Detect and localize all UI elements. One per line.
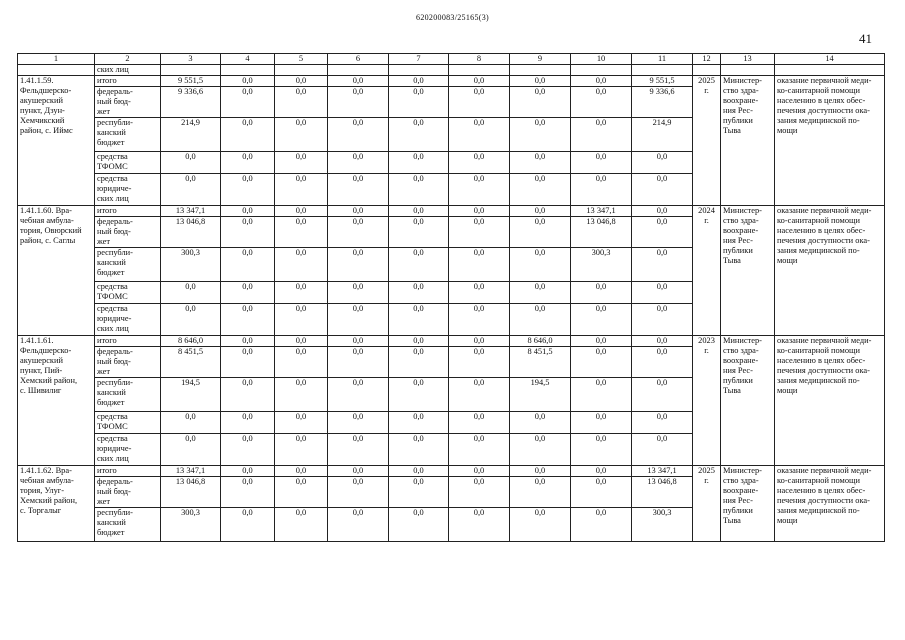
table-row bbox=[18, 336, 885, 347]
value-cell: 0,0 bbox=[632, 304, 693, 336]
funding-source-label: итого bbox=[95, 206, 161, 217]
value-cell: 0,0 bbox=[389, 412, 449, 434]
value-cell: 0,0 bbox=[510, 477, 571, 508]
funding-source-label: федераль- ный бюд- жет bbox=[95, 87, 161, 118]
value-cell: 0,0 bbox=[449, 87, 510, 118]
funding-source-label: итого bbox=[95, 466, 161, 477]
value-cell: 0,0 bbox=[221, 434, 275, 466]
column-header-1: 1 bbox=[18, 54, 95, 65]
value-cell: 214,9 bbox=[632, 118, 693, 152]
column-header-9: 9 bbox=[510, 54, 571, 65]
value-cell: 0,0 bbox=[389, 477, 449, 508]
column-header-7: 7 bbox=[389, 54, 449, 65]
funding-source-label: федераль- ный бюд- жет bbox=[95, 217, 161, 248]
value-cell: 0,0 bbox=[449, 282, 510, 304]
funding-source-label: итого bbox=[95, 76, 161, 87]
value-cell: 0,0 bbox=[275, 152, 328, 174]
value-cell: 0,0 bbox=[449, 206, 510, 217]
value-cell: 0,0 bbox=[510, 76, 571, 87]
empty-cell bbox=[161, 65, 221, 76]
value-cell: 0,0 bbox=[449, 336, 510, 347]
value-cell: 0,0 bbox=[632, 336, 693, 347]
value-cell: 0,0 bbox=[389, 336, 449, 347]
executor-cell: Министер- ство здра- воохране- ния Рес- публики Тыва bbox=[721, 466, 775, 542]
value-cell: 0,0 bbox=[221, 76, 275, 87]
value-cell: 0,0 bbox=[221, 248, 275, 282]
value-cell: 0,0 bbox=[221, 118, 275, 152]
value-cell: 0,0 bbox=[221, 217, 275, 248]
empty-cell bbox=[693, 65, 721, 76]
value-cell: 0,0 bbox=[449, 174, 510, 206]
value-cell: 194,5 bbox=[510, 378, 571, 412]
value-cell: 0,0 bbox=[449, 152, 510, 174]
value-cell: 0,0 bbox=[328, 87, 389, 118]
value-cell: 0,0 bbox=[571, 282, 632, 304]
executor-cell: Министер- ство здра- воохране- ния Рес- публики Тыва bbox=[721, 336, 775, 466]
funding-source-label: средства ТФОМС bbox=[95, 282, 161, 304]
value-cell: 0,0 bbox=[328, 434, 389, 466]
result-cell: оказание первичной меди- ко-санитарной помощи населению в целях обес- печения доступности ока- зания медицинской по- мощи bbox=[775, 206, 885, 336]
value-cell: 194,5 bbox=[161, 378, 221, 412]
value-cell: 0,0 bbox=[328, 336, 389, 347]
value-cell: 13 046,8 bbox=[161, 477, 221, 508]
value-cell: 0,0 bbox=[389, 174, 449, 206]
value-cell: 0,0 bbox=[275, 347, 328, 378]
value-cell: 0,0 bbox=[275, 508, 328, 542]
entry-name-cell: 1.41.1.59. Фельдшерско- акушерский пункт, Дзун- Хемчикский район, с. Иймс bbox=[18, 76, 95, 206]
value-cell: 0,0 bbox=[571, 118, 632, 152]
value-cell: 9 336,6 bbox=[632, 87, 693, 118]
funding-source-label: средства юридиче- ских лиц bbox=[95, 304, 161, 336]
result-cell: оказание первичной меди- ко-санитарной помощи населению в целях обес- печения доступности ока- зания медицинской по- мощи bbox=[775, 466, 885, 542]
value-cell: 0,0 bbox=[328, 118, 389, 152]
value-cell: 0,0 bbox=[221, 412, 275, 434]
entry-name-cell: 1.41.1.62. Вра- чебная амбула- тория, Улуг- Хемский район, с. Торгалыг bbox=[18, 466, 95, 542]
value-cell: 0,0 bbox=[510, 174, 571, 206]
value-cell: 0,0 bbox=[221, 206, 275, 217]
value-cell: 0,0 bbox=[449, 248, 510, 282]
value-cell: 0,0 bbox=[328, 217, 389, 248]
value-cell: 0,0 bbox=[328, 174, 389, 206]
value-cell: 0,0 bbox=[571, 76, 632, 87]
value-cell: 0,0 bbox=[328, 152, 389, 174]
value-cell: 0,0 bbox=[328, 304, 389, 336]
value-cell: 0,0 bbox=[510, 412, 571, 434]
value-cell: 0,0 bbox=[571, 87, 632, 118]
value-cell: 0,0 bbox=[328, 76, 389, 87]
funding-source-label: республи- канский бюджет bbox=[95, 248, 161, 282]
value-cell: 13 347,1 bbox=[571, 206, 632, 217]
value-cell: 0,0 bbox=[510, 434, 571, 466]
value-cell: 0,0 bbox=[221, 336, 275, 347]
value-cell: 0,0 bbox=[275, 434, 328, 466]
value-cell: 8 451,5 bbox=[510, 347, 571, 378]
value-cell: 0,0 bbox=[221, 466, 275, 477]
value-cell: 0,0 bbox=[389, 304, 449, 336]
funding-source-label: республи- канский бюджет bbox=[95, 508, 161, 542]
value-cell: 0,0 bbox=[510, 248, 571, 282]
value-cell: 0,0 bbox=[632, 282, 693, 304]
value-cell: 0,0 bbox=[275, 174, 328, 206]
value-cell: 0,0 bbox=[510, 87, 571, 118]
value-cell: 0,0 bbox=[449, 508, 510, 542]
value-cell: 0,0 bbox=[389, 76, 449, 87]
value-cell: 0,0 bbox=[389, 466, 449, 477]
value-cell: 0,0 bbox=[221, 378, 275, 412]
empty-cell bbox=[449, 65, 510, 76]
empty-cell bbox=[775, 65, 885, 76]
value-cell: 0,0 bbox=[328, 248, 389, 282]
empty-cell bbox=[389, 65, 449, 76]
value-cell: 13 046,8 bbox=[161, 217, 221, 248]
value-cell: 0,0 bbox=[275, 118, 328, 152]
value-cell: 0,0 bbox=[449, 466, 510, 477]
value-cell: 0,0 bbox=[275, 76, 328, 87]
value-cell: 0,0 bbox=[161, 174, 221, 206]
value-cell: 0,0 bbox=[632, 206, 693, 217]
value-cell: 0,0 bbox=[449, 434, 510, 466]
value-cell: 0,0 bbox=[449, 378, 510, 412]
header-row bbox=[18, 54, 885, 65]
value-cell: 0,0 bbox=[275, 282, 328, 304]
value-cell: 0,0 bbox=[571, 378, 632, 412]
entry-name-cell: 1.41.1.60. Вра- чебная амбула- тория, Овюрский район, с. Саглы bbox=[18, 206, 95, 336]
table-row bbox=[18, 76, 885, 87]
value-cell: 0,0 bbox=[632, 347, 693, 378]
funding-source-label: средства юридиче- ских лиц bbox=[95, 434, 161, 466]
funding-source-label: средства ТФОМС bbox=[95, 412, 161, 434]
document-id: 620200083/25165(3) bbox=[416, 13, 489, 22]
value-cell: 0,0 bbox=[328, 477, 389, 508]
entry-name-cell: 1.41.1.61. Фельдшерско- акушерский пункт, Пий- Хемский район, с. Шивилиг bbox=[18, 336, 95, 466]
value-cell: 0,0 bbox=[571, 347, 632, 378]
table-row bbox=[18, 206, 885, 217]
value-cell: 13 046,8 bbox=[632, 477, 693, 508]
funding-source-label: республи- канский бюджет bbox=[95, 378, 161, 412]
value-cell: 0,0 bbox=[328, 206, 389, 217]
value-cell: 0,0 bbox=[275, 477, 328, 508]
empty-cell bbox=[571, 65, 632, 76]
empty-cell bbox=[328, 65, 389, 76]
value-cell: 0,0 bbox=[571, 152, 632, 174]
column-header-4: 4 bbox=[221, 54, 275, 65]
value-cell: 0,0 bbox=[632, 174, 693, 206]
value-cell: 0,0 bbox=[275, 217, 328, 248]
value-cell: 0,0 bbox=[328, 282, 389, 304]
value-cell: 0,0 bbox=[275, 206, 328, 217]
column-header-10: 10 bbox=[571, 54, 632, 65]
value-cell: 300,3 bbox=[161, 508, 221, 542]
value-cell: 214,9 bbox=[161, 118, 221, 152]
result-cell: оказание первичной меди- ко-санитарной помощи населению в целях обес- печения доступности ока- зания медицинской по- мощи bbox=[775, 336, 885, 466]
value-cell: 0,0 bbox=[328, 508, 389, 542]
value-cell: 0,0 bbox=[328, 347, 389, 378]
year-cell: 2025 г. bbox=[693, 466, 721, 542]
value-cell: 0,0 bbox=[275, 248, 328, 282]
value-cell: 0,0 bbox=[571, 508, 632, 542]
value-cell: 0,0 bbox=[389, 152, 449, 174]
value-cell: 300,3 bbox=[632, 508, 693, 542]
value-cell: 0,0 bbox=[328, 466, 389, 477]
funding-source-label: федераль- ный бюд- жет bbox=[95, 477, 161, 508]
value-cell: 0,0 bbox=[389, 206, 449, 217]
empty-cell bbox=[632, 65, 693, 76]
value-cell: 0,0 bbox=[221, 347, 275, 378]
column-header-13: 13 bbox=[721, 54, 775, 65]
funding-source-label: ских лиц bbox=[95, 65, 161, 76]
value-cell: 0,0 bbox=[571, 434, 632, 466]
funding-source-label: средства ТФОМС bbox=[95, 152, 161, 174]
year-cell: 2024 г. bbox=[693, 206, 721, 336]
value-cell: 300,3 bbox=[571, 248, 632, 282]
column-header-12: 12 bbox=[693, 54, 721, 65]
value-cell: 0,0 bbox=[510, 304, 571, 336]
value-cell: 0,0 bbox=[275, 412, 328, 434]
value-cell: 8 451,5 bbox=[161, 347, 221, 378]
value-cell: 9 551,5 bbox=[632, 76, 693, 87]
column-header-6: 6 bbox=[328, 54, 389, 65]
value-cell: 0,0 bbox=[221, 508, 275, 542]
value-cell: 0,0 bbox=[221, 174, 275, 206]
value-cell: 0,0 bbox=[275, 336, 328, 347]
value-cell: 0,0 bbox=[161, 412, 221, 434]
value-cell: 0,0 bbox=[449, 412, 510, 434]
value-cell: 0,0 bbox=[275, 378, 328, 412]
value-cell: 0,0 bbox=[389, 508, 449, 542]
value-cell: 0,0 bbox=[571, 466, 632, 477]
column-header-2: 2 bbox=[95, 54, 161, 65]
executor-cell: Министер- ство здра- воохране- ния Рес- публики Тыва bbox=[721, 76, 775, 206]
value-cell: 0,0 bbox=[449, 217, 510, 248]
value-cell: 13 347,1 bbox=[161, 206, 221, 217]
value-cell: 0,0 bbox=[161, 152, 221, 174]
value-cell: 13 347,1 bbox=[632, 466, 693, 477]
funding-source-label: средства юридиче- ских лиц bbox=[95, 174, 161, 206]
table-row bbox=[18, 466, 885, 477]
value-cell: 0,0 bbox=[221, 87, 275, 118]
value-cell: 0,0 bbox=[632, 217, 693, 248]
value-cell: 0,0 bbox=[389, 217, 449, 248]
value-cell: 0,0 bbox=[510, 206, 571, 217]
value-cell: 0,0 bbox=[161, 282, 221, 304]
value-cell: 0,0 bbox=[571, 477, 632, 508]
value-cell: 0,0 bbox=[510, 508, 571, 542]
value-cell: 13 046,8 bbox=[571, 217, 632, 248]
column-header-14: 14 bbox=[775, 54, 885, 65]
empty-cell bbox=[721, 65, 775, 76]
value-cell: 8 646,0 bbox=[510, 336, 571, 347]
value-cell: 0,0 bbox=[221, 152, 275, 174]
value-cell: 0,0 bbox=[389, 87, 449, 118]
value-cell: 9 336,6 bbox=[161, 87, 221, 118]
value-cell: 300,3 bbox=[161, 248, 221, 282]
value-cell: 13 347,1 bbox=[161, 466, 221, 477]
value-cell: 0,0 bbox=[328, 412, 389, 434]
column-header-11: 11 bbox=[632, 54, 693, 65]
value-cell: 0,0 bbox=[510, 466, 571, 477]
column-header-5: 5 bbox=[275, 54, 328, 65]
value-cell: 0,0 bbox=[221, 282, 275, 304]
value-cell: 0,0 bbox=[389, 378, 449, 412]
value-cell: 0,0 bbox=[571, 304, 632, 336]
value-cell: 0,0 bbox=[449, 118, 510, 152]
year-cell: 2023 г. bbox=[693, 336, 721, 466]
empty-cell bbox=[275, 65, 328, 76]
value-cell: 0,0 bbox=[389, 347, 449, 378]
value-cell: 0,0 bbox=[389, 434, 449, 466]
year-cell: 2025 г. bbox=[693, 76, 721, 206]
value-cell: 0,0 bbox=[510, 282, 571, 304]
value-cell: 0,0 bbox=[632, 248, 693, 282]
column-header-3: 3 bbox=[161, 54, 221, 65]
value-cell: 0,0 bbox=[449, 304, 510, 336]
value-cell: 0,0 bbox=[632, 378, 693, 412]
value-cell: 0,0 bbox=[632, 434, 693, 466]
value-cell: 0,0 bbox=[275, 87, 328, 118]
value-cell: 9 551,5 bbox=[161, 76, 221, 87]
budget-table bbox=[17, 53, 885, 542]
value-cell: 0,0 bbox=[221, 304, 275, 336]
page-number: 41 bbox=[859, 31, 872, 46]
value-cell: 0,0 bbox=[510, 152, 571, 174]
value-cell: 0,0 bbox=[571, 336, 632, 347]
value-cell: 0,0 bbox=[161, 434, 221, 466]
value-cell: 0,0 bbox=[328, 378, 389, 412]
value-cell: 8 646,0 bbox=[161, 336, 221, 347]
value-cell: 0,0 bbox=[632, 412, 693, 434]
value-cell: 0,0 bbox=[389, 248, 449, 282]
funding-source-label: республи- канский бюджет bbox=[95, 118, 161, 152]
funding-source-label: федераль- ный бюд- жет bbox=[95, 347, 161, 378]
value-cell: 0,0 bbox=[571, 174, 632, 206]
column-header-8: 8 bbox=[449, 54, 510, 65]
funding-source-label: итого bbox=[95, 336, 161, 347]
empty-cell bbox=[221, 65, 275, 76]
result-cell: оказание первичной меди- ко-санитарной помощи населению в целях обес- печения доступности ока- зания медицинской по- мощи bbox=[775, 76, 885, 206]
value-cell: 0,0 bbox=[389, 282, 449, 304]
value-cell: 0,0 bbox=[221, 477, 275, 508]
empty-cell bbox=[510, 65, 571, 76]
value-cell: 0,0 bbox=[571, 412, 632, 434]
executor-cell: Министер- ство здра- воохране- ния Рес- публики Тыва bbox=[721, 206, 775, 336]
value-cell: 0,0 bbox=[275, 466, 328, 477]
entry-name-cell bbox=[18, 65, 95, 76]
value-cell: 0,0 bbox=[449, 477, 510, 508]
value-cell: 0,0 bbox=[510, 118, 571, 152]
value-cell: 0,0 bbox=[389, 118, 449, 152]
value-cell: 0,0 bbox=[449, 76, 510, 87]
value-cell: 0,0 bbox=[632, 152, 693, 174]
value-cell: 0,0 bbox=[275, 304, 328, 336]
continuation-row bbox=[18, 65, 885, 76]
value-cell: 0,0 bbox=[161, 304, 221, 336]
value-cell: 0,0 bbox=[510, 217, 571, 248]
value-cell: 0,0 bbox=[449, 347, 510, 378]
